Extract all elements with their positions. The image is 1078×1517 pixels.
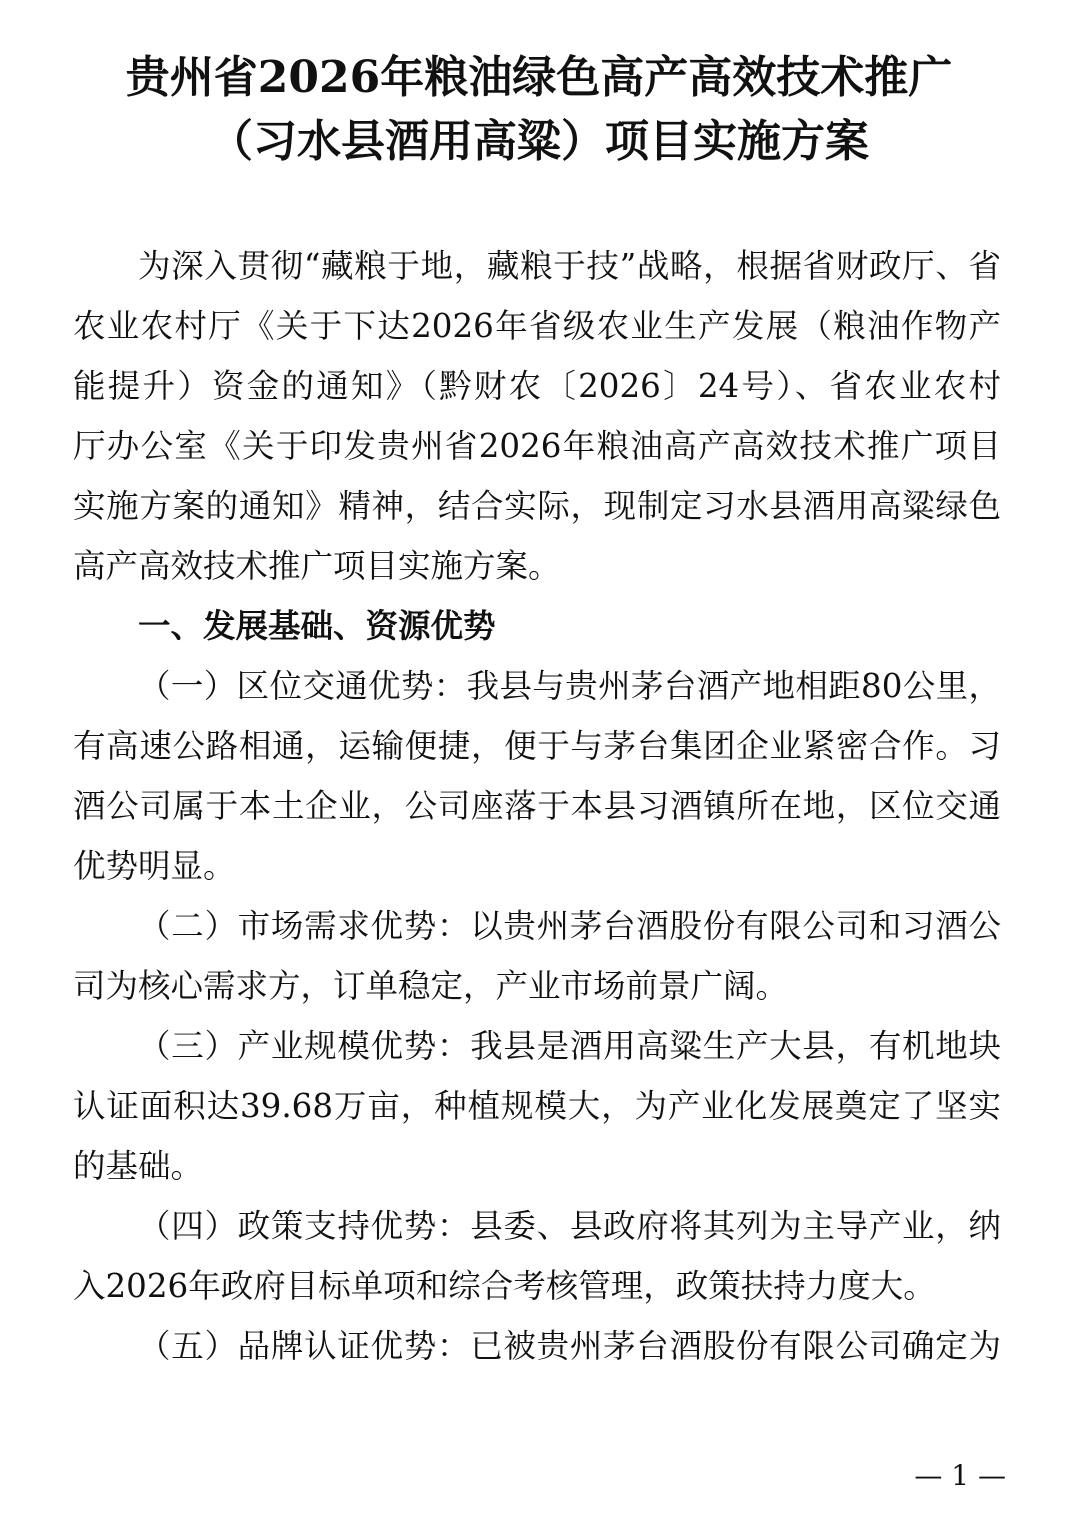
- intro-line-2: 农业农村厅《关于下达2026年省级农业生产发展（粮油作物产: [73, 307, 1001, 345]
- item-1-line-1: （一）区位交通优势：我县与贵州茅台酒产地相距80公里，: [138, 667, 1001, 705]
- item-3-line-2: 认证面积达39.68万亩，种植规模大，为产业化发展奠定了坚实: [73, 1087, 1001, 1125]
- intro-line-1: 为深入贯彻“藏粮于地，藏粮于技”战略，根据省财政厅、省: [138, 247, 1001, 285]
- item-1-line-4: 优势明显。: [73, 847, 236, 885]
- item-4-line-2: 入2026年政府目标单项和综合考核管理，政策扶持力度大。: [73, 1267, 936, 1305]
- item-4-line-1: （四）政策支持优势：县委、县政府将其列为主导产业，纳: [138, 1207, 1001, 1245]
- page-number: — 1 —: [914, 1459, 1006, 1492]
- document-title-line-2: （习水县酒用高粱）项目实施方案: [209, 116, 869, 167]
- section-heading-1: 一、发展基础、资源优势: [138, 606, 496, 645]
- item-3-line-1: （三）产业规模优势：我县是酒用高粱生产大县，有机地块: [138, 1027, 1001, 1065]
- intro-line-5: 实施方案的通知》精神，结合实际，现制定习水县酒用高粱绿色: [73, 487, 1001, 525]
- document-title-line-1: 贵州省2026年粮油绿色高产高效技术推广: [125, 52, 953, 103]
- intro-line-4: 厅办公室《关于印发贵州省2026年粮油高产高效技术推广项目: [73, 427, 1001, 465]
- item-3-line-3: 的基础。: [73, 1147, 204, 1185]
- intro-line-6: 高产高效技术推广项目实施方案。: [73, 547, 561, 585]
- item-1-line-2: 有高速公路相通，运输便捷，便于与茅台集团企业紧密合作。习: [73, 727, 1001, 765]
- intro-line-3: 能提升）资金的通知》（黔财农〔2026〕24号）、省农业农村: [73, 367, 1001, 405]
- item-1-line-3: 酒公司属于本土企业，公司座落于本县习酒镇所在地，区位交通: [73, 787, 1001, 825]
- item-5-line-1: （五）品牌认证优势：已被贵州茅台酒股份有限公司确定为: [138, 1327, 1001, 1365]
- item-2-line-1: （二）市场需求优势：以贵州茅台酒股份有限公司和习酒公: [138, 907, 1001, 945]
- item-2-line-2: 司为核心需求方，订单稳定，产业市场前景广阔。: [73, 967, 789, 1005]
